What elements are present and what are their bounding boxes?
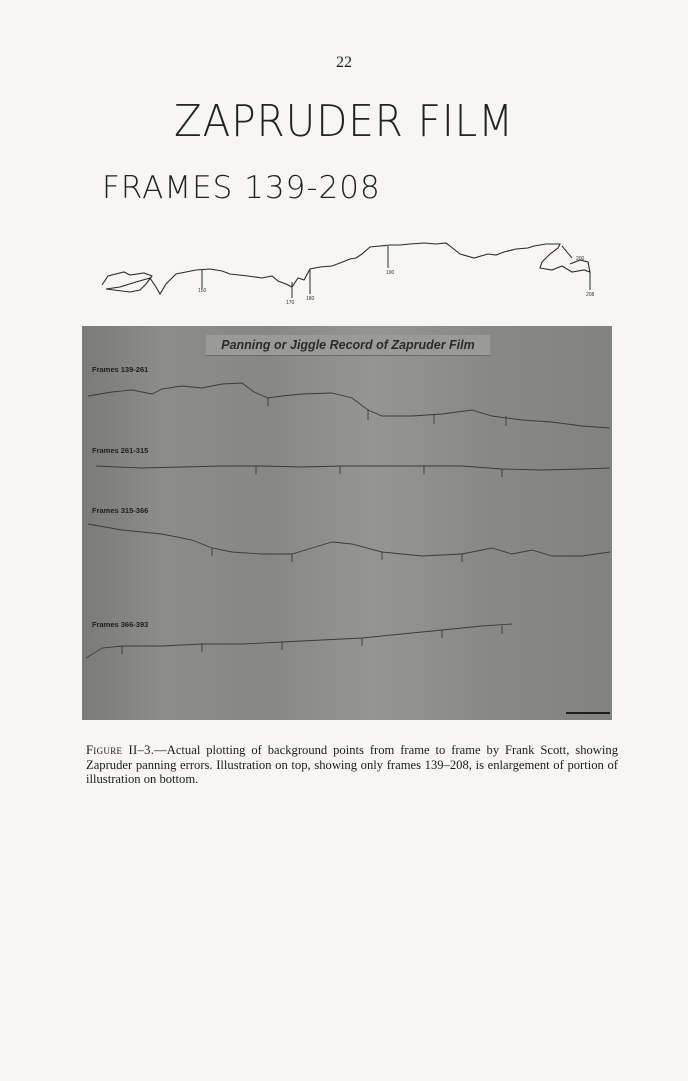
jiggle-traces [82, 326, 612, 720]
top-plot-label: 200 [576, 256, 585, 262]
row-label: Frames 261-315 [92, 446, 149, 455]
trace-frames-315-366 [88, 524, 610, 556]
top-plot-label: 208 [586, 292, 595, 298]
trace-frames-139-261 [88, 383, 610, 428]
trace-frames-366-393 [86, 624, 512, 658]
top-jiggle-plot [100, 232, 620, 317]
top-plot-label: 190 [386, 270, 395, 276]
jiggle-record-photo [82, 326, 612, 720]
row-label: Frames 315-366 [92, 506, 149, 515]
top-plot-label: 170 [286, 300, 295, 306]
top-plot-trace [102, 243, 590, 294]
row-label: Frames 366-393 [92, 620, 149, 629]
figure-label: Figure II–3. [86, 743, 155, 757]
photo-title: Panning or Jiggle Record of Zapruder Film [206, 335, 490, 355]
handwritten-subtitle: FRAMES 139-208 [102, 170, 381, 206]
trace-frames-261-315 [96, 466, 610, 470]
row-label: Frames 139-261 [92, 365, 149, 374]
top-plot-label: 150 [198, 288, 207, 294]
caption-text: —Actual plotting of background points from frame to frame by Frank Scott, showing Zapruder panning errors. Illustration on top, showing only frames 139–208, is enlargement of portion of illustration on bottom. [86, 743, 618, 786]
page-number: 22 [336, 54, 352, 71]
figure-caption [86, 743, 618, 787]
scale-bar [566, 712, 610, 714]
top-plot-label: 180 [306, 296, 315, 302]
handwritten-title: ZAPRUDER FILM [174, 96, 514, 147]
